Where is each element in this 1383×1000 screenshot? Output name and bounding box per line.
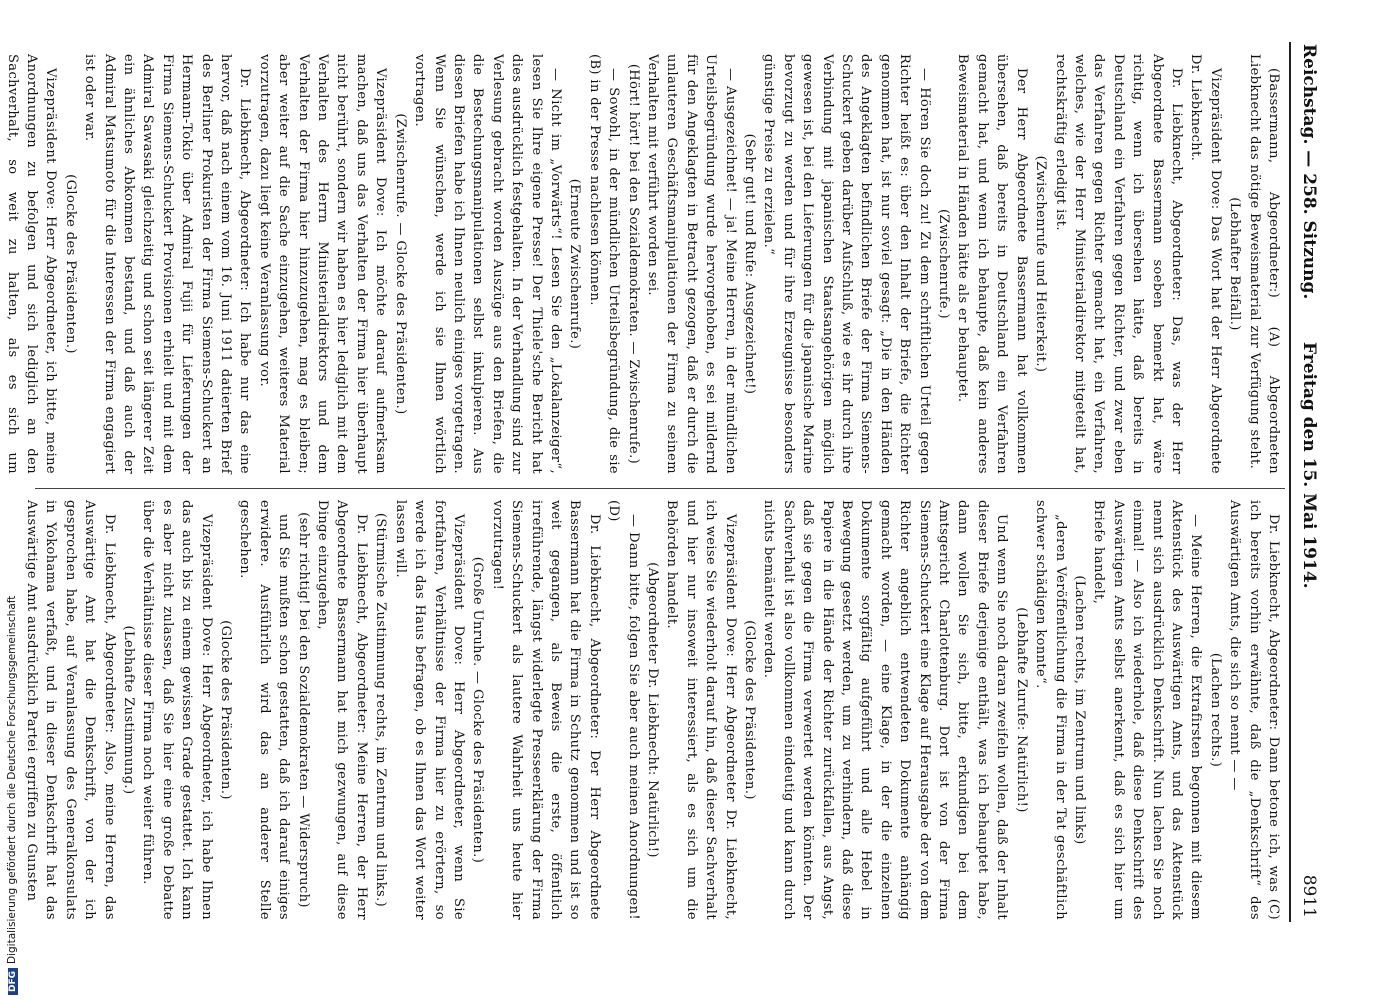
right-column-paragraph: Dr. Liebknecht, Abgeordneter: Dann betone ich, was (C) ich bereits vorhin erwähnte, daß die „Denkschrift“ des Auswärtigen Amts, die sich so nennt — —: [1227, 500, 1281, 920]
left-column-paragraph: — Sowohl, in der mündlichen Urteilsbegründung, die sie (B) in der Presse nachlesen können.: [586, 54, 622, 474]
left-column-paragraph: (Bassermann, Abgeordneter:) (A) Abgeordneten Liebknecht das nötige Beweismaterial zur Verfügung steht.: [1246, 54, 1281, 474]
left-column-paragraph: Dr. Liebknecht, Abgeordneter: Das, was der Herr Abgeordnete Bassermann soeben bemerkt hat, wäre richtig, wenn ich übersehen hätte, daß bereits in Deutschland ein Verfahren gegen Richter, und zwar eben das Verfahren gegen Richter gemacht hat, ein Verfahren, welches, wie der Herr Ministerialdirektor mitgeteilt hat, rechtskräftig erledigt ist.: [1052, 54, 1184, 474]
right-column-paragraph: Vizepräsident Dove: Herr Abgeordneter, ich habe Ihnen das auch bis zu einem gewissen Grade gestattet. Ich kann es aber nicht zulassen, daß Sie hier eine große Debatte über die Verhältnisse dieser Firma noch weiter führen.: [140, 500, 214, 920]
right-column-paragraph: Vizepräsident Dove: Herr Abgeordneter Dr. Liebknecht, ich weise Sie wiederholt darauf hin, daß dieser Sachverhalt und hier nur insoweit interessiert, als es sich um die Behörden handelt.: [664, 500, 738, 920]
right-column-paragraph: (Große Unruhe. — Glocke des Präsidenten.): [470, 556, 486, 864]
right-column-paragraph: (Lachen rechts.): [1207, 652, 1223, 768]
left-column-paragraph: (Hört! hört! bei den Sozialdemokraten. — Zwischenrufe.): [625, 63, 641, 465]
left-column-paragraph: Vizepräsident Dove: Herr Abgeordneter, ich bitte, meine Anordnungen zu befolgen und sich lediglich an den Sachverhalt, so weit zu halten, als es sich um: [4, 54, 59, 474]
right-column-paragraph: (Stürmische Zustimmung rechts, im Zentrum und links.): [373, 512, 389, 908]
left-column-paragraph: (Zwischenrufe.): [936, 208, 952, 320]
header-date: Freitag den 15. Mai 1914.: [1299, 342, 1319, 589]
digitization-footer: [6, 0, 24, 995]
left-column: [0, 54, 1283, 474]
right-column-paragraph: „deren Veröffentlichung die Firma in der Tat geschäftlich schwer schädigen konnte“.: [1033, 500, 1068, 920]
left-column-paragraph: — Hören Sie doch zu! Zu dem schriftlichen Urteil gegen Richter heißt es: über den Inhalt der Briefe, die Richter genommen hat, ist nur soviel gesagt: „Die in den Händen des Angeklagten befindlichen Briefe der Firma Siemens-Schuckert geben darüber Aufschluß, wie es ihr durch ihre Verbindung mit japanischen Staatsangehörigen möglich gewesen ist, bei den Lieferungen für die japanische Marine bevorzugt zu werden und für ihre Erzeugnisse besonders günstige Preise zu erzielen.“: [761, 54, 932, 474]
left-column-paragraph: (Erneute Zwischenrufe.): [567, 178, 583, 350]
right-column-paragraph: und Sie mußten schon gestatten, daß ich darauf einiges erwidere. Ausführlich wird das an anderer Stelle geschehen.: [237, 500, 292, 920]
left-column-paragraph: — Ausgezeichnet! — ja! Meine Herren, in der mündlichen Urteilsbegründung wurde hervorgehoben, es sei mildernd für den Angeklagten in Betracht gezogen, daß er durch die unlauteren Geschäftsmanipulationen der Firma zu seinem Verhalten mit verführt worden sei.: [645, 54, 738, 474]
column-divider: [35, 488, 1285, 489]
left-column-paragraph: Dr. Liebknecht, Abgeordneter: Ich habe nur das eine hervor, daß nach einem vom 16. Juni 1911 datierten Brief des Berliner Prokuristen der Firma Siemens-Schuckert an Hermann-Tokio über Admiral Fujii für Lieferungen der Firma Siemens-Schuckert Provisionen erhielt und mit dem Admiral Sawasaki gleichzeitig und schon seit längerer Zeit ein ähnliches Abkommen bestand, und daß auch der Admiral Matsumoto für die Interessen der Firma engagiert ist oder war.: [82, 54, 253, 474]
right-column-paragraph: (sehr richtig! bei den Sozialdemokraten — Widerspruch): [295, 512, 311, 908]
right-column-paragraph: — Meine Herren, die Extrafirsten begonnen mit diesem Aktenstück des Auswärtigen Amts, und das Aktenstück nennt sich ausdrücklich Denkschrift. Nun lachen Sie noch einmal! — Also ich wiederhole, daß diese Denkschrift des Auswärtigen Amts selbst anerkennt, daß es sich hier um Briefe handelt,: [1091, 500, 1204, 920]
right-column: [22, 500, 1283, 920]
right-column-paragraph: Und wenn Sie noch daran zweifeln wollen, daß der Inhalt dieser Briefe derjenige enthält, was ich behauptet habe, dann wollen Sie sich, bitte, erkundigen bei dem Amtsgericht Charlottenburg. Dort ist von der Firma Siemens-Schuckert eine Klage auf Herausgabe der von dem Richter angeblich entwendeten Dokumente anhängig gemacht worden, — eine Klage, in der die einzelnen Dokumente sorgfältig aufgeführt und alle Hebel in Bewegung gesetzt werden, um zu verhindern, daß diese Papiere in die Hände der Richter zurückfallen, aus Angst, daß sie gegen die Firma verwertet werden könnten. Der Sachverhalt ist also vollkommen eindeutig und kann durch nichts bemäntelt werden.: [761, 500, 1010, 920]
left-column-paragraph: (Lebhafter Beifall.): [1227, 197, 1243, 331]
right-column-paragraph: (Glocke des Präsidenten.): [742, 620, 758, 800]
right-column-paragraph: Vizepräsident Dove: Herr Abgeordneter, wenn Sie fortfahren, Verhältnisse der Firma hier zu erörtern, so werde ich das Haus befragen, ob es Ihnen das Wort weiter lassen will.: [392, 500, 466, 920]
dfg-logo: DFG: [8, 968, 18, 995]
header-rule: [1289, 42, 1291, 922]
left-column-paragraph: (Glocke des Präsidenten.): [62, 174, 78, 354]
right-column-paragraph: Dr. Liebknecht, Abgeordneter: Also, meine Herren, das Auswärtige Amt hat die Denkschrift, von der ich gesprochen habe, auf Veranlassung des Generalkonsulats in Yokohama verfaßt, und in dieser Denkschrift hat das Auswärtige Amt ausdrücklich Partei ergriffen zu Gunsten: [24, 500, 117, 920]
left-column-paragraph: (Sehr gut! und Rufe: Ausgezeichnet!): [742, 133, 758, 395]
header-session-title: Reichstag. — 258. Sitzung.: [1299, 44, 1319, 300]
header-page-number: 8911: [1299, 874, 1319, 918]
footer-text: Digitalisierung gefördert durch die Deutsche Forschungsgemeinschaft: [6, 595, 18, 964]
left-column-paragraph: Vizepräsident Dove: Ich möchte darauf aufmerksam machen, daß uns das Verhalten der Firma hier überhaupt nicht berührt, sondern wir haben es hier lediglich mit dem Verhalten des Herrn Ministerialdirektors und dem Verhalten der Firma hier hinzuzugehen, mag es bleiben; aber weiter auf die Sache einzugehen, weiteres Material vorzutragen, dazu liegt keine Veranlassung vor.: [256, 54, 389, 474]
right-column-paragraph: (Glocke des Präsidenten.): [218, 620, 234, 800]
page-header: [1291, 42, 1325, 922]
left-column-paragraph: — Nicht im „Vorwärts“! Lesen Sie den „Lokalanzeiger“, lesen Sie Ihre eigene Presse! Der Thiele'sche Bericht hat dies ausdrücklich festgehalten. In der Verhandlung sind zur Verlesung gebracht worden Auszüge aus den Briefen, die die Bestechungsmanipulationen selbst inkulpieren. Aus diesen Briefen habe ich Ihnen neulich einiges vorgetragen. Wenn Sie wünschen, werde ich sie Ihnen wörtlich vortragen.: [412, 54, 563, 474]
left-column-paragraph: Der Herr Abgeordnete Bassermann hat vollkommen übersehen, daß bereits in Deutschland ein Verfahren gemacht hat, und wenn ich behaupte, daß kein anderes Beweismaterial in Händen hätte als er behauptet.: [955, 54, 1029, 474]
right-column-paragraph: — Dann bitte, folgen Sie aber auch meinen Anordnungen! (D): [606, 500, 641, 920]
left-column-paragraph: (Zwischenrufe. — Glocke des Präsidenten.): [392, 113, 408, 415]
right-column-paragraph: (Abgeordneter Dr. Liebknecht: Natürlich!): [645, 562, 660, 858]
right-column-paragraph: (Lebhafte Zurufe: Natürlich!): [1013, 607, 1029, 813]
right-column-paragraph: Dr. Liebknecht, Abgeordneter: Meine Herren, der Herr Abgeordnete Bassermann hat mich gezwungen, auf diese Dinge einzugehen,: [315, 500, 369, 920]
left-column-paragraph: (Zwischenrufe und Heiterkeit.): [1033, 155, 1049, 373]
right-column-paragraph: (Lachen rechts, im Zentrum und links): [1071, 575, 1087, 845]
right-column-paragraph: Dr. Liebknecht, Abgeordneter: Der Herr Abgeordnete Bassermann hat die Firma in Schutz genommen und ist so weit gegangen, als Beweis die erste, öffentlich irreführende, längst widerlegte Presseerklärung der Firma Siemens-Schuckert als lautere Wahrheit uns heute hier vorzutragen!: [489, 500, 602, 920]
right-column-paragraph: (Lebhafte Zustimmung.): [121, 625, 137, 795]
left-column-paragraph: Vizepräsident Dove: Das Wort hat der Herr Abgeordnete Dr. Liebknecht.: [1188, 54, 1223, 474]
